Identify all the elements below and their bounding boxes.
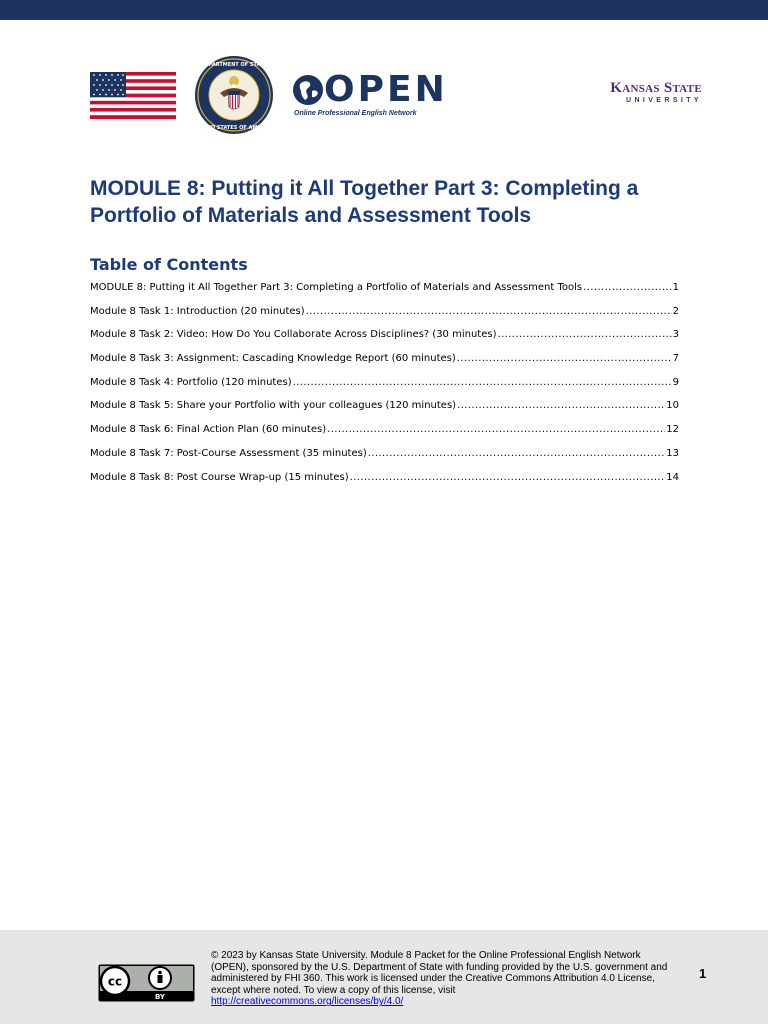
toc-entry-page: 2 (672, 305, 679, 317)
toc-heading: Table of Contents (90, 255, 248, 274)
toc-entry-text: Module 8 Task 6: Final Action Plan (60 minutes) (90, 424, 327, 436)
toc-entry-page: 12 (666, 424, 679, 436)
toc-entry[interactable] (90, 329, 679, 353)
logo-row (0, 0, 768, 150)
toc-entry-text: Module 8 Task 7: Post-Course Assessment (35 minutes) (90, 447, 367, 459)
toc-entry[interactable] (90, 377, 679, 401)
toc-entry-text: Module 8 Task 8: Post Course Wrap-up (15 minutes) (90, 471, 349, 483)
toc-entry[interactable] (90, 353, 679, 377)
cc-by-label: BY (154, 993, 166, 1001)
toc-entry-page: 7 (672, 353, 679, 365)
toc-entry[interactable] (90, 472, 679, 496)
open-logo (292, 69, 448, 122)
toc-entry-page: 14 (666, 471, 679, 483)
toc-entry[interactable] (90, 424, 679, 448)
toc-entry[interactable] (90, 282, 679, 306)
ksu-name: Kansas State (610, 80, 702, 96)
license-text: © 2023 by Kansas State University. Module 8 Packet for the Online Professional English Network (OPEN), sponsored by the U.S. Department of State with funding provided by the U.S. government and administered by FHI 360. This work is licensed under the Creative Commons Attribution 4.0 License, except where noted. To view a copy of this license, visit (211, 950, 668, 996)
toc-leader (306, 306, 672, 317)
toc-leader (350, 472, 666, 483)
cc-by-license-icon (98, 964, 195, 1002)
toc-leader (368, 448, 666, 459)
svg-text:cc: cc (107, 974, 123, 989)
toc-entry-page: 1 (672, 282, 679, 293)
toc-entry-page: 9 (672, 376, 679, 388)
page-number: 1 (699, 966, 707, 981)
toc-entry-page: 10 (666, 400, 679, 412)
table-of-contents (90, 282, 679, 495)
license-statement (211, 950, 671, 1008)
toc-entry[interactable] (90, 400, 679, 424)
toc-entry-text: MODULE 8: Putting it All Together Part 3: Completing a Portfolio of Materials and Assessment Tools (90, 282, 583, 293)
toc-leader (327, 424, 665, 435)
document-title: MODULE 8: Putting it All Together Part 3: Completing a Portfolio of Materials and Assessment Tools (90, 177, 639, 227)
globe-icon (292, 74, 324, 106)
svg-text:DEPARTMENT OF STATE: DEPARTMENT OF STATE (201, 62, 267, 68)
license-link[interactable]: http://creativecommons.org/licenses/by/4.0/ (211, 996, 404, 1008)
open-tagline: Online Professional English Network (294, 110, 417, 117)
toc-entry-text: Module 8 Task 2: Video: How Do You Collaborate Across Disciplines? (30 minutes) (90, 329, 497, 341)
kansas-state-logo (582, 80, 702, 106)
toc-entry-text: Module 8 Task 3: Assignment: Cascading Knowledge Report (60 minutes) (90, 353, 456, 365)
toc-leader (583, 282, 672, 293)
svg-text:UNITED STATES OF AMERICA: UNITED STATES OF AMERICA (194, 125, 274, 131)
toc-leader (457, 353, 672, 364)
page-footer (0, 930, 768, 1024)
open-wordmark: OPEN (324, 69, 448, 110)
toc-leader (497, 329, 671, 340)
toc-entry-page: 3 (672, 329, 679, 341)
department-of-state-seal (194, 55, 274, 135)
toc-entry[interactable] (90, 306, 679, 330)
us-flag-icon (90, 72, 176, 119)
toc-entry-text: Module 8 Task 4: Portfolio (120 minutes) (90, 376, 292, 388)
toc-entry[interactable] (90, 448, 679, 472)
ksu-sub: UNIVERSITY (625, 97, 702, 104)
toc-entry-page: 13 (666, 447, 679, 459)
toc-entry-text: Module 8 Task 5: Share your Portfolio with your colleagues (120 minutes) (90, 400, 457, 412)
toc-entry-text: Module 8 Task 1: Introduction (20 minutes) (90, 305, 305, 317)
toc-leader (293, 377, 672, 388)
toc-leader (457, 400, 665, 411)
